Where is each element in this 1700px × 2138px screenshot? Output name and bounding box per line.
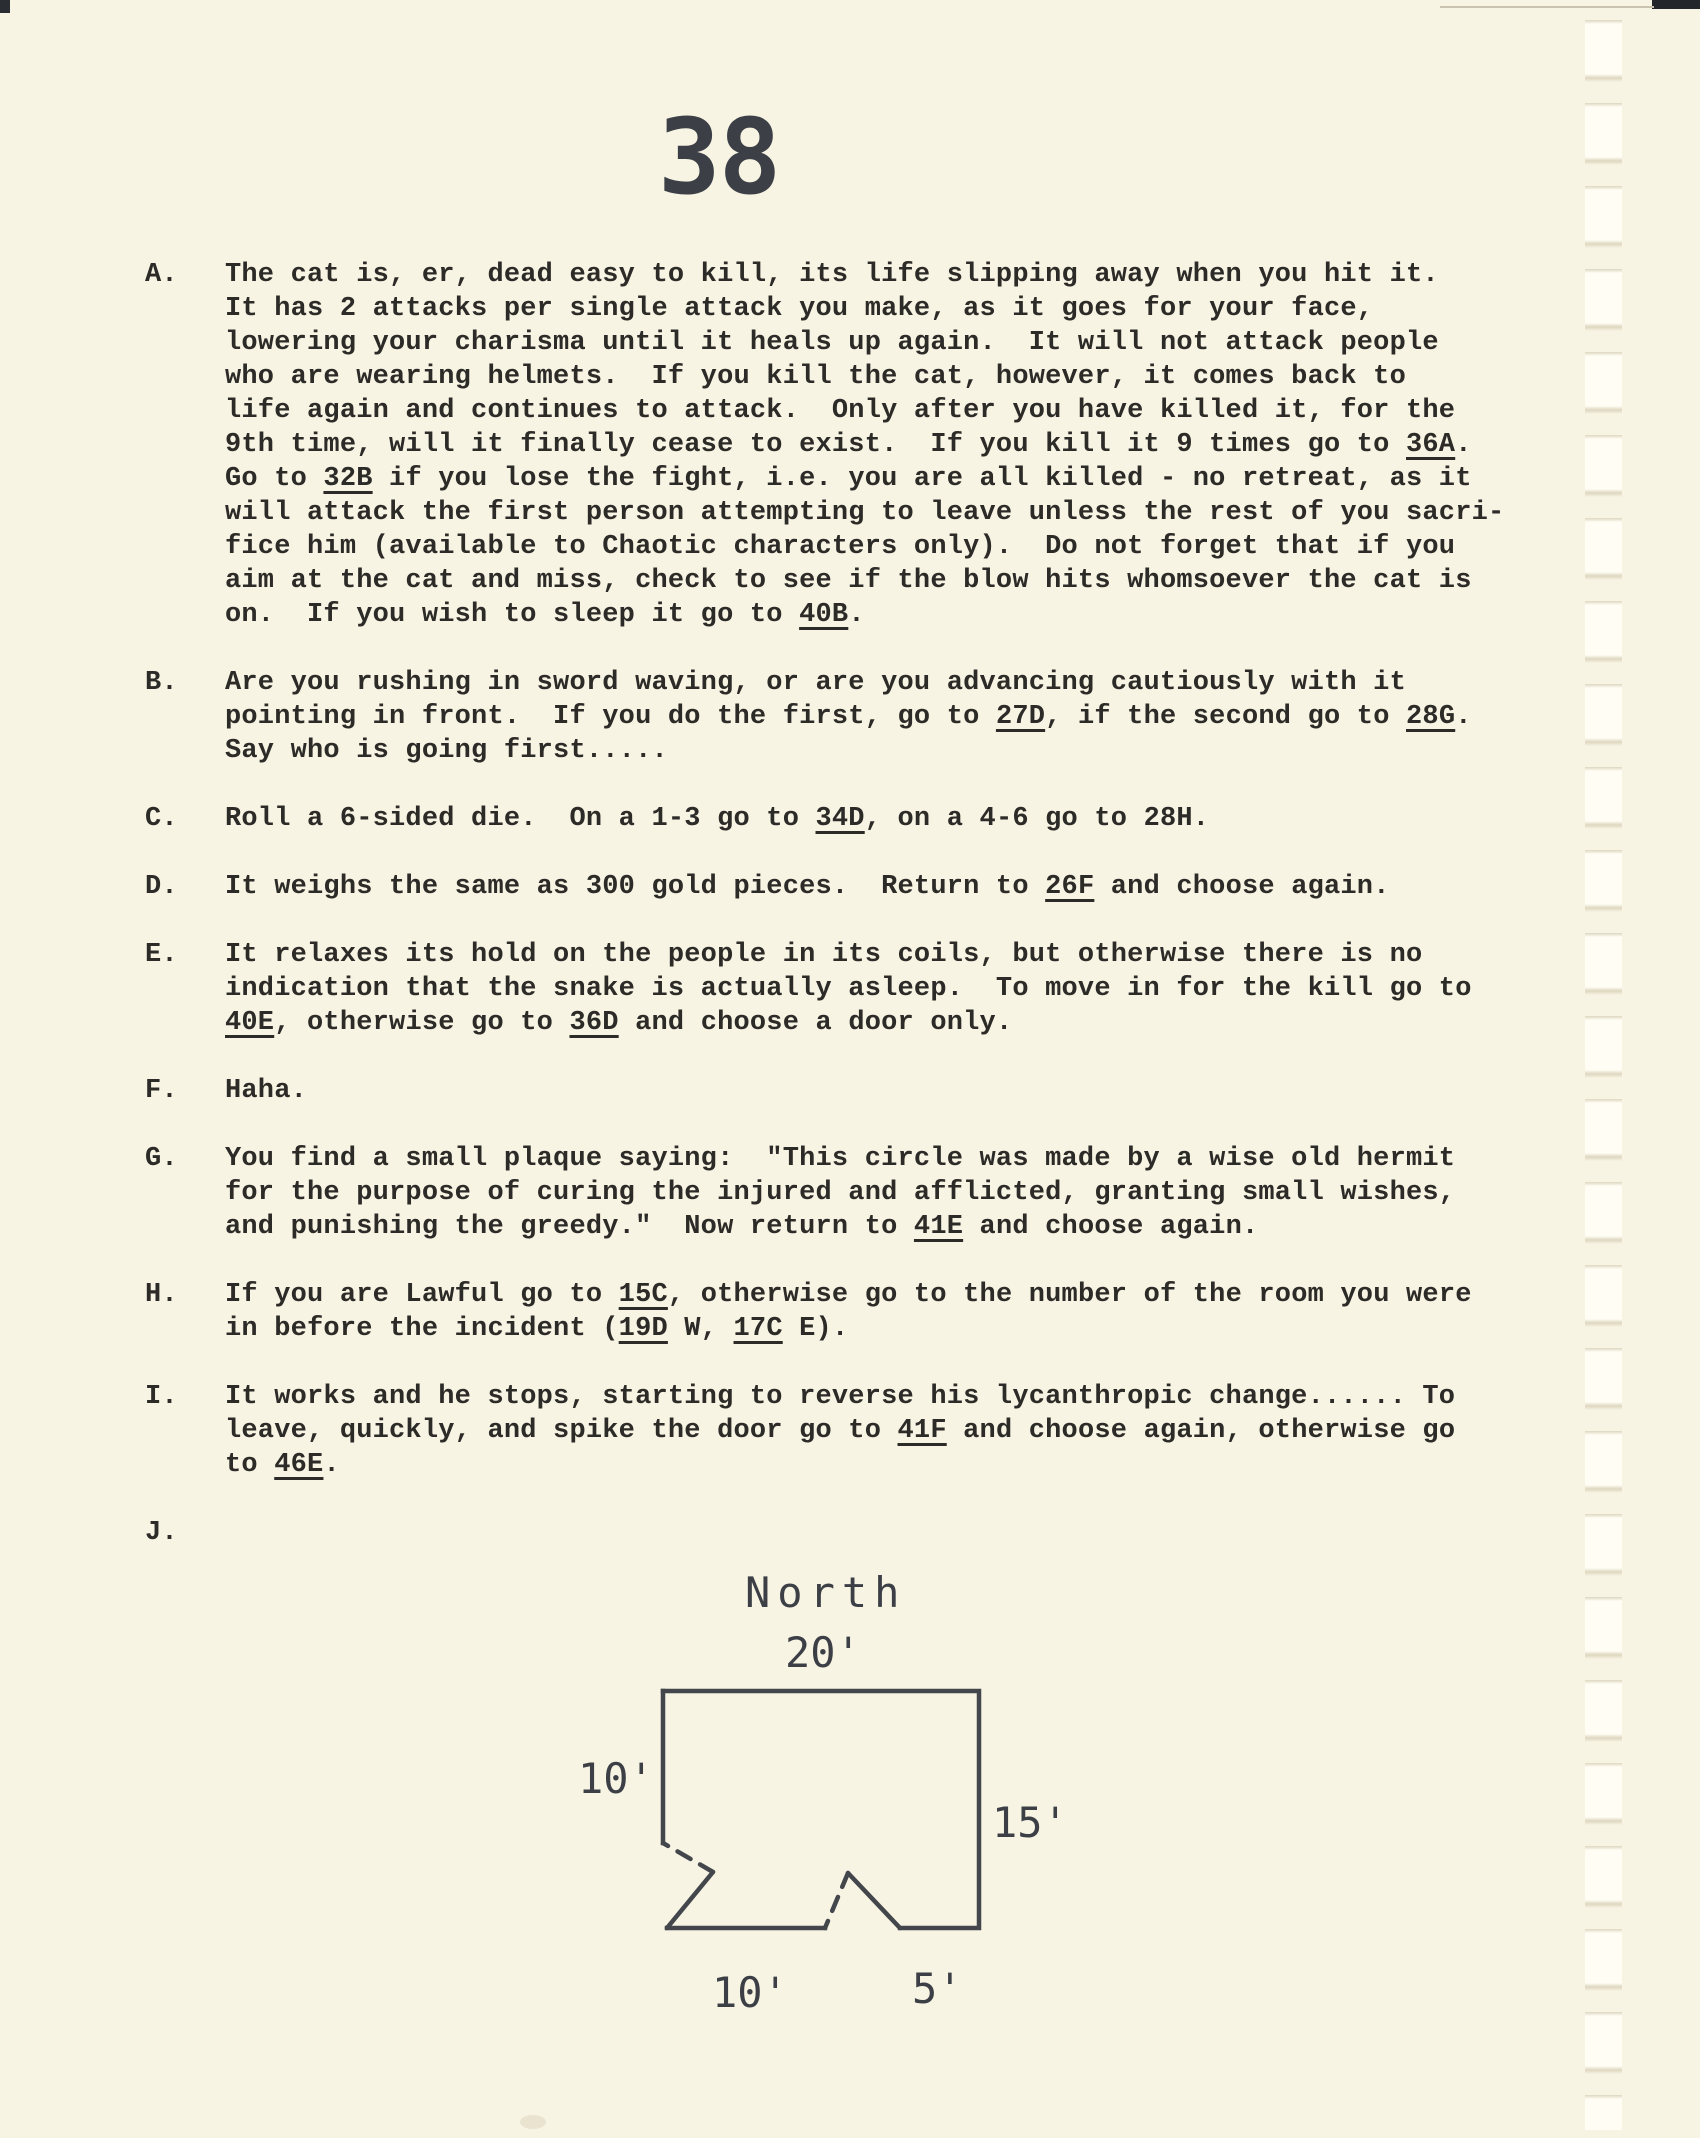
west-door-swing-dashed — [663, 1843, 713, 1872]
middle-door-leaf — [848, 1873, 900, 1928]
room-diagram — [560, 1545, 1180, 2055]
text-column — [145, 258, 1565, 1584]
section-text: You find a small plaque saying: "This circle was made by a wise old hermit for the purpose of curing the injured and afflicted, granting small wishes, and punishing the greedy." Now return to 41E and choose again. — [225, 1144, 1456, 1242]
south-left-dimension: 10' — [712, 1968, 788, 2017]
middle-door-swing-dashed — [825, 1873, 848, 1928]
scan-artifact-corner-mark — [0, 0, 10, 13]
section-letter: G. — [145, 1144, 178, 1174]
section-text: If you are Lawful go to 15C, otherwise go to the number of the room you were in before the incident (19D W, 17C E). — [225, 1280, 1472, 1344]
scan-artifact-line — [1440, 6, 1654, 8]
section-i — [145, 1380, 1565, 1482]
room-map-drawing — [560, 1545, 1180, 2055]
scan-artifact-smudge — [520, 2115, 546, 2129]
section-text: It works and he stops, starting to reverse his lycanthropic change...... To leave, quickly, and spike the door go to 41F and choose again, otherwise go to 46E. — [225, 1382, 1456, 1480]
north-wall-dimension: 20' — [785, 1628, 861, 1677]
section-c — [145, 802, 1565, 836]
section-letter: H. — [145, 1280, 178, 1310]
section-text: The cat is, er, dead easy to kill, its life slipping away when you hit it. It has 2 attacks per single attack you make, as it goes for your face, lowering your charisma until it heals up again. It will not attack people who are wearing helmets. If you kill the cat, however, it comes back to life again and continues to attack. Only after you have killed it, for the 9th time, will it finally cease to exist. If you kill it 9 times go to 36A. Go to 32B if you lose the fight, i.e. you are all killed - no retreat, as it will attack the first person attempting to leave unless the rest of you sacri- fice him (available to Chaotic characters only). Do not forget that if you aim at the cat and miss, check to see if the blow hits whomsoever the cat is on. If you wish to sleep it go to 40B. — [225, 260, 1505, 630]
room-walls-right — [663, 1691, 979, 1928]
south-right-dimension: 5' — [912, 1964, 963, 2013]
section-letter: F. — [145, 1076, 178, 1106]
section-text: Roll a 6-sided die. On a 1-3 go to 34D, on a 4-6 go to 28H. — [225, 804, 1210, 834]
section-g — [145, 1142, 1565, 1244]
section-text: It relaxes its hold on the people in its coils, but otherwise there is no indication that the snake is actually asleep. To move in for the kill go to 40E, otherwise go to 36D and choose a door only. — [225, 940, 1472, 1038]
section-letter: B. — [145, 668, 178, 698]
section-h — [145, 1278, 1565, 1346]
binding-holes-strip — [1585, 8, 1622, 2130]
section-f — [145, 1074, 1565, 1108]
section-letter: I. — [145, 1382, 178, 1412]
section-letter: A. — [145, 260, 178, 290]
section-letter: D. — [145, 872, 178, 902]
section-text: Haha. — [225, 1076, 308, 1106]
east-wall-dimension: 15' — [992, 1798, 1068, 1847]
compass-north-label: North — [745, 1568, 907, 1617]
west-wall-dimension: 10' — [578, 1754, 654, 1803]
section-letter: E. — [145, 940, 178, 970]
section-b — [145, 666, 1565, 768]
west-door-leaf — [667, 1872, 713, 1928]
scan-artifact-bar — [1652, 0, 1700, 9]
section-letter: J. — [145, 1518, 178, 1548]
section-a — [145, 258, 1565, 632]
section-text: Are you rushing in sword waving, or are you advancing cautiously with it pointing in front. If you do the first, go to 27D, if the second go to 28G. Say who is going first..... — [225, 668, 1472, 766]
section-letter: C. — [145, 804, 178, 834]
section-text: It weighs the same as 300 gold pieces. Return to 26F and choose again. — [225, 872, 1390, 902]
section-d — [145, 870, 1565, 904]
section-e — [145, 938, 1565, 1040]
page-number: 38 — [658, 96, 780, 218]
